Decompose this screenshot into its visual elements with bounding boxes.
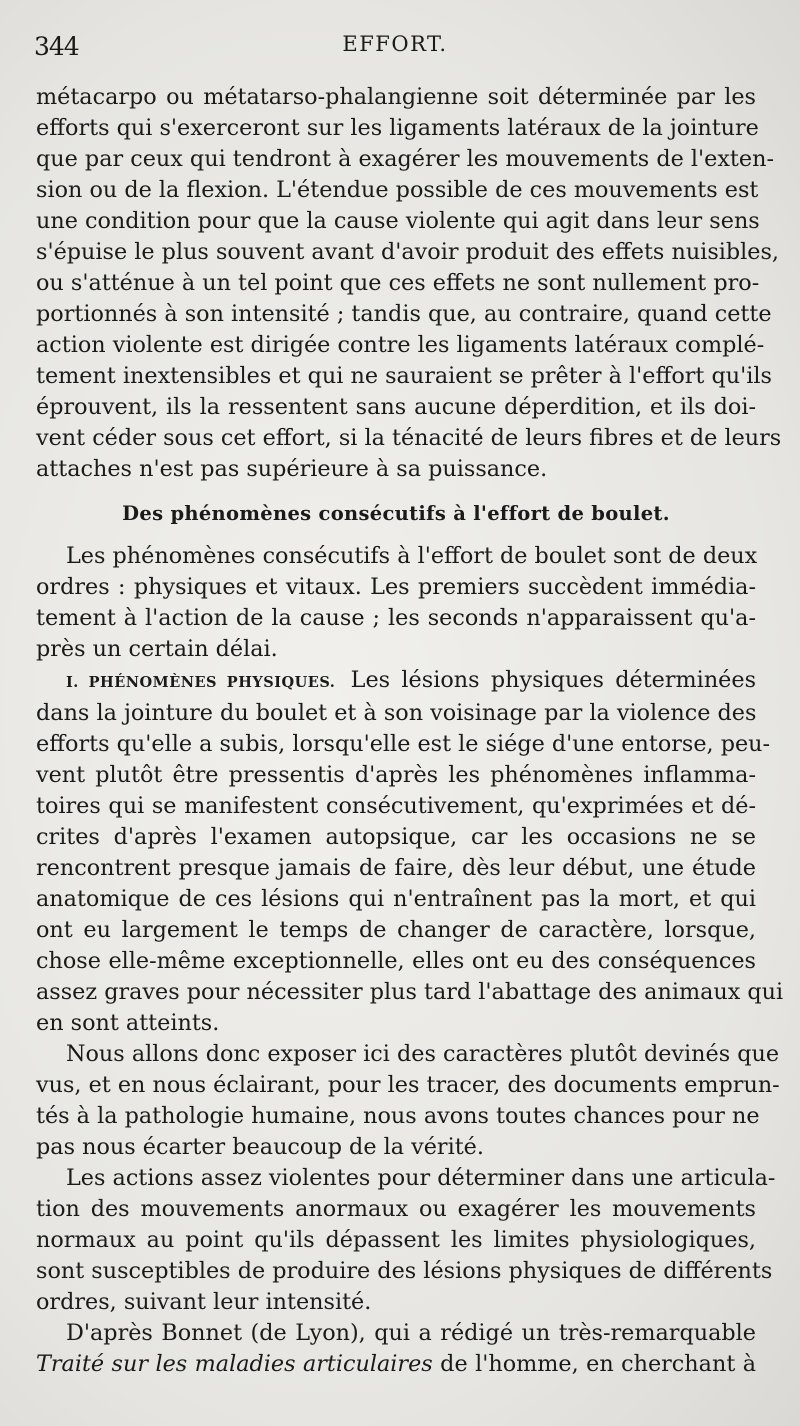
text-line: près un certain délai. bbox=[36, 636, 278, 662]
text-line: ou s'atténue à un tel point que ces effets ne sont nullement pro- bbox=[36, 270, 760, 296]
text-line: action violente est dirigée contre les ligaments latéraux complé- bbox=[36, 332, 765, 358]
text-line: tement inextensibles et qui ne sauraient se prêter à l'effort qu'ils bbox=[36, 363, 772, 389]
text-line: tion des mouvements anormaux ou exagérer les mouvements bbox=[36, 1196, 756, 1222]
text-line: vent plutôt être pressentis d'après les phénomènes inflamma- bbox=[36, 762, 756, 788]
page-number: 344 bbox=[34, 32, 79, 61]
text-line: s'épuise le plus souvent avant d'avoir produit des effets nuisibles, bbox=[36, 239, 780, 265]
text-line: ordres, suivant leur intensité. bbox=[36, 1289, 372, 1315]
paragraph-3 bbox=[36, 665, 784, 1039]
text-line: toires qui se manifestent consécutivement, qu'exprimées et dé- bbox=[36, 793, 756, 819]
paragraph-4 bbox=[36, 1039, 780, 1163]
text-line: efforts qu'elle a subis, lorsqu'elle est le siége d'une entorse, peu- bbox=[36, 731, 771, 757]
paragraph-2 bbox=[36, 541, 756, 665]
page-body bbox=[36, 82, 784, 1380]
text-line: efforts qui s'exerceront sur les ligaments latéraux de la jointure bbox=[36, 115, 759, 141]
text-line: attaches n'est pas supérieure à sa puissance. bbox=[36, 456, 548, 482]
text-line: dans la jointure du boulet et à son voisinage par la violence des bbox=[36, 700, 757, 726]
text-line: tés à la pathologie humaine, nous avons toutes chances pour ne bbox=[36, 1103, 760, 1129]
running-head: EFFORT. bbox=[342, 32, 448, 56]
paragraph-6 bbox=[36, 1318, 756, 1380]
text-line: assez graves pour nécessiter plus tard l'abattage des animaux qui bbox=[36, 979, 784, 1005]
paragraph-5 bbox=[36, 1163, 776, 1318]
subsection-lead: I. PHÉNOMÈNES PHYSIQUES. bbox=[66, 674, 336, 691]
text-line: métacarpo ou métatarso-phalangienne soit déterminée par les bbox=[36, 84, 756, 110]
text-line: une condition pour que la cause violente qui agit dans leur sens bbox=[36, 208, 760, 234]
text-line: rencontrent presque jamais de faire, dès leur début, une étude bbox=[36, 855, 756, 881]
text-line: que par ceux qui tendront à exagérer les mouvements de l'exten- bbox=[36, 146, 774, 172]
text-line: vus, et en nous éclairant, pour les tracer, des documents emprun- bbox=[36, 1072, 780, 1098]
text-line: crites d'après l'examen autopsique, car les occasions ne se bbox=[36, 824, 756, 850]
text-line: anatomique de ces lésions qui n'entraînent pas la mort, et qui bbox=[36, 886, 756, 912]
text-line: chose elle-même exceptionnelle, elles ont eu des conséquences bbox=[36, 948, 756, 974]
text-line: ont eu largement le temps de changer de caractère, lorsque, bbox=[36, 917, 756, 943]
first-line-text: Les lésions physiques déterminées bbox=[350, 667, 757, 693]
text-line: pas nous écarter beaucoup de la vérité. bbox=[36, 1134, 484, 1160]
text-line bbox=[36, 1349, 756, 1380]
text-line: en sont atteints. bbox=[36, 1010, 220, 1036]
book-title-italic: Traité sur les maladies articulaires bbox=[36, 1351, 433, 1377]
text-line: tement à l'action de la cause ; les seconds n'apparaissent qu'a- bbox=[36, 605, 756, 631]
section-title: Des phénomènes consécutifs à l'effort de boulet. bbox=[122, 502, 670, 525]
text-line bbox=[36, 665, 756, 698]
text-line: Les actions assez violentes pour déterminer dans une articula- bbox=[66, 1165, 776, 1191]
text-line: sion ou de la flexion. L'étendue possible de ces mouvements est bbox=[36, 177, 759, 203]
paragraph-1 bbox=[36, 82, 782, 485]
text-line: Les phénomènes consécutifs à l'effort de boulet sont de deux bbox=[66, 543, 758, 569]
text-line: éprouvent, ils la ressentent sans aucune déperdition, et ils doi- bbox=[36, 394, 756, 420]
text-fragment: de l'homme, en cherchant à bbox=[432, 1351, 757, 1377]
page-header bbox=[0, 32, 800, 62]
text-line: vent céder sous cet effort, si la ténacité de leurs fibres et de leurs bbox=[36, 425, 782, 451]
text-line: ordres : physiques et vitaux. Les premiers succèdent immédia- bbox=[36, 574, 756, 600]
text-line: sont susceptibles de produire des lésions physiques de différents bbox=[36, 1258, 773, 1284]
text-line: D'après Bonnet (de Lyon), qui a rédigé un très-remarquable bbox=[66, 1320, 756, 1346]
text-line: portionnés à son intensité ; tandis que, au contraire, quand cette bbox=[36, 301, 772, 327]
text-line: normaux au point qu'ils dépassent les limites physiologiques, bbox=[36, 1227, 756, 1253]
text-line: Nous allons donc exposer ici des caractères plutôt devinés que bbox=[66, 1041, 780, 1067]
